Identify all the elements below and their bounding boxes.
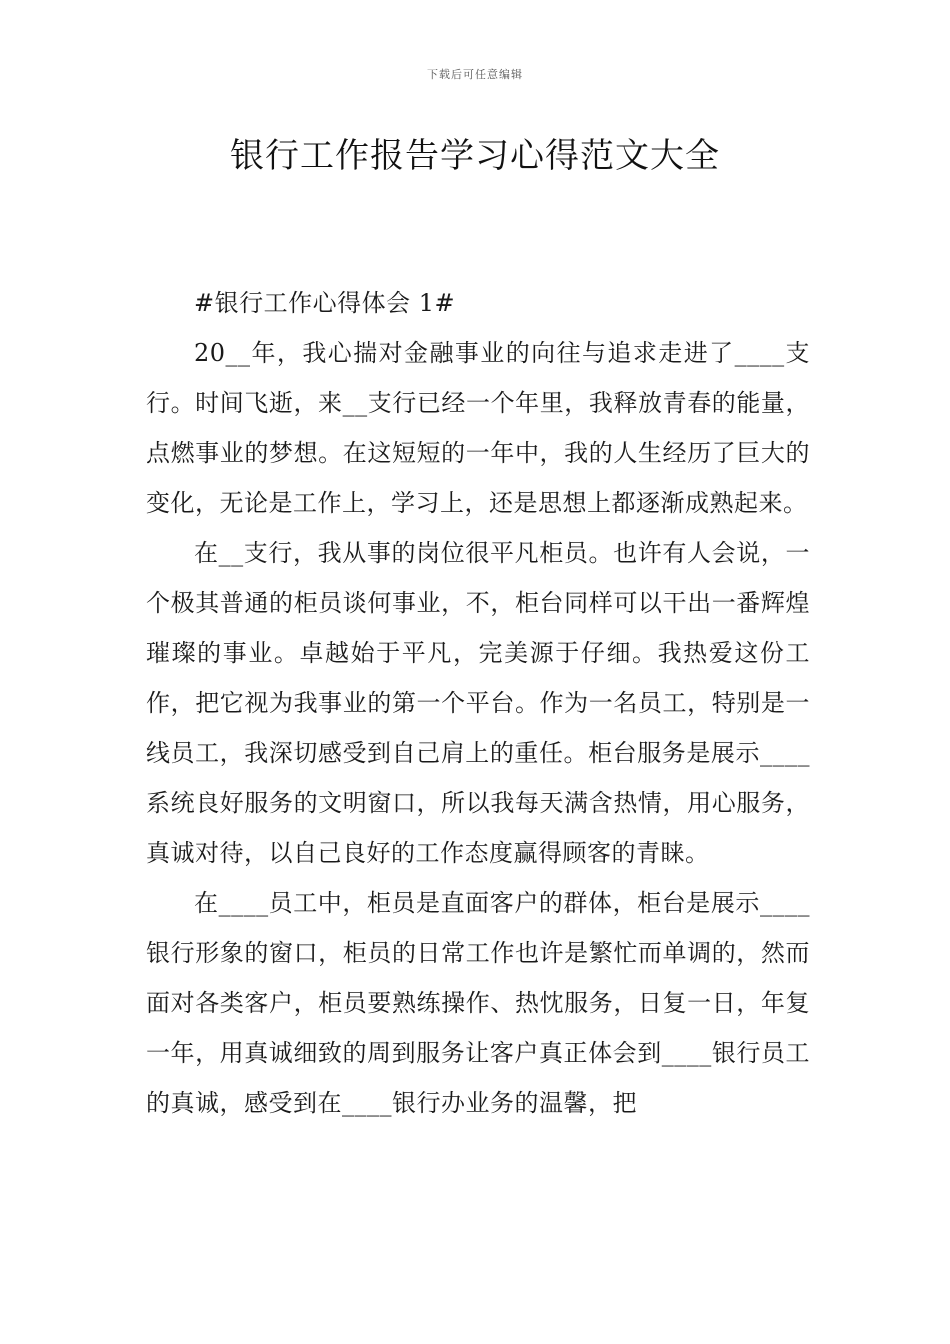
section-heading: #银行工作心得体会 1# xyxy=(194,289,456,317)
paragraph-2: 在__支行，我从事的岗位很平凡柜员。也许有人会说，一个极其普通的柜员谈何事业，不，柜台同样可以干出一番辉煌璀璨的事业。卓越始于平凡，完美源于仔细。我热爱这份工作，把它视为我事业的第一个平台。作为一名员工，特别是一线员工，我深切感受到自己肩上的重任。柜台服务是展示____系统良好服务的文明窗口，所以我每天满含热情，用心服务，真诚对待，以自己良好的工作态度赢得顾客的青睐。 xyxy=(146,539,810,867)
header-note: 下载后可任意编辑 xyxy=(427,68,523,81)
paragraph-3: 在____员工中，柜员是直面客户的群体，柜台是展示____银行形象的窗口，柜员的日常工作也许是繁忙而单调的，然而面对各类客户，柜员要熟练操作、热忱服务，日复一日，年复一年，用真诚细致的周到服务让客户真正体会到____银行员工的真诚，感受到在____银行办业务的温馨，把 xyxy=(146,889,810,1117)
document-title: 银行工作报告学习心得范文大全 xyxy=(230,136,720,176)
document-body xyxy=(146,278,810,1128)
paragraph-1: 20__年，我心揣对金融事业的向往与追求走进了____支行。时间飞逝，来__支行已经一个年里，我释放青春的能量，点燃事业的梦想。在这短短的一年中，我的人生经历了巨大的变化，无论是工作上，学习上，还是思想上都逐渐成熟起来。 xyxy=(146,339,810,517)
